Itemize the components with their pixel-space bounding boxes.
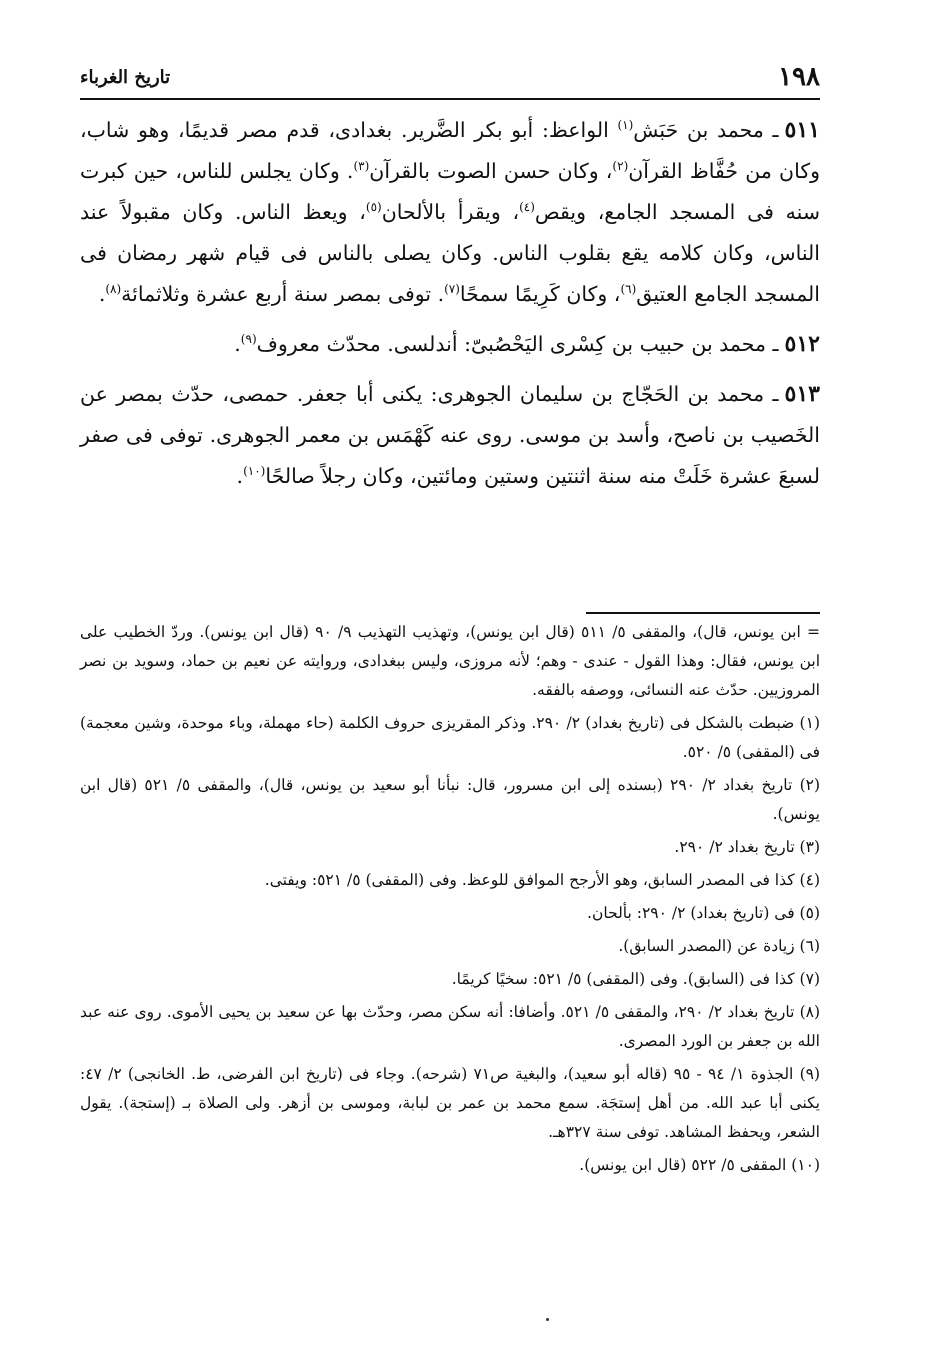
running-title: تاريخ الغرباء (80, 66, 171, 88)
footnote-5: (٥) فى (تاريخ بغداد) ٢/ ٢٩٠: بألحان. (587, 904, 820, 922)
footnote-ref: (٩) (240, 332, 257, 347)
footnote-ref: (٤) (519, 200, 535, 215)
entry-dash: ـ (764, 382, 779, 406)
footnote-continuation: = ابن يونس، قال)، والمقفى ٥/ ٥١١ (قال ابن يونس)، وتهذيب التهذيب ٩/ ٩٠ (قال ابن يونس). وردّ الخطيب على ابن يونس، فقال: وهذا القول - عندى - وهم؛ لأنه مروزى، وليس ببغدادى، وروايته عن نعيم بن حماد، وسويد بن نصر المروزيين. حدّث عنه النسائى، ووصفه بالفقه. (80, 623, 821, 699)
entry-text: محمد بن حَبَش (633, 118, 764, 142)
footnote-6: (٦) زيادة عن (المصدر السابق). (618, 937, 820, 955)
footnote-ref: (٧) (444, 282, 460, 297)
footnote-10: (١٠) المقفى ٥/ ٥٢٢ (قال ابن يونس). (579, 1156, 820, 1174)
footnote-1: (١) ضبطت بالشكل فى (تاريخ بغداد) ٢/ ٢٩٠. وذكر المقريزى حروف الكلمة (حاء مهملة، وباء موحدة، وشين معجمة) فى (المقفى) ٥/ ٥٢٠. (80, 714, 820, 761)
footnote-ref: (١) (617, 118, 634, 133)
footnote-3: (٣) تاريخ بغداد ٢/ ٢٩٠. (674, 838, 820, 856)
footnote-ref: (٨) (105, 282, 122, 297)
footnote-ref: (٥) (365, 200, 382, 215)
footnote-ref: (٢) (612, 159, 629, 174)
footnote-7: (٧) كذا فى (السابق). وفى (المقفى) ٥/ ٥٢١: سخيًا كريمًا. (451, 970, 820, 988)
entry-text: ، ويعظ الناس. وكان مقبولاً عند الناس، وكان كلامه يقع بقلوب الناس. وكان يصلى بالناس فى قيام شهر رمضان فى المسجد الجامع العتيق (80, 200, 820, 306)
footnote-ref: (١٠) (243, 464, 266, 479)
entry-text: . (236, 464, 244, 488)
footnote-rule (586, 612, 820, 614)
entry-text: . (234, 332, 241, 356)
entry-dash: ـ (763, 118, 779, 142)
entry-number: ٥١٢ (784, 331, 820, 357)
entry-dash: ـ (766, 332, 779, 356)
footnote-8: (٨) تاريخ بغداد ٢/ ٢٩٠، والمقفى ٥/ ٥٢١. وأضافا: أنه سكن مصر، وحدّث بها عن سعيد بن يحيى الأموى. روى عنه عبد الله بن جعفر بن الورد المصرى. (80, 1003, 821, 1050)
entry-text: محمد بن الحَجّاج بن سليمان الجوهرى: يكنى أبا جعفر. حمصى، حدّث بمصر عن الخَصيب بن ناصح، وأسد بن موسى. روى عنه كَهْمَس بن معمر الجوهرى. توفى فى صفر لسبعَ عشرة خَلَتْ منه سنة اثنتين وستين ومائتين، وكان رجلاً صالحًا (80, 382, 820, 488)
footnote-4: (٤) كذا فى المصدر السابق، وهو الأرجح الموافق للوعظ. وفى (المقفى) ٥/ ٥٢١: ويفتى. (264, 871, 820, 889)
entry-text: محمد بن حبيب بن كِسْرى اليَحْصُبىّ: أندلسى. محدّث معروف (256, 332, 767, 356)
footnote-ref: (٣) (353, 159, 370, 174)
entry-text: . وكان يجلس للناس، حين كبرت سنه فى المسجد الجامع، ويقص (80, 159, 820, 224)
footnote-9: (٩) الجذوة ١/ ٩٤ - ٩٥ (قاله أبو سعيد)، والبغية ص٧١ (شرحه). وجاء فى (تاريخ ابن الفرضى، ط. الخانجى) ٢/ ٤٧: يكنى أبا عبد الله. من أهل إستجَة. سمع محمد بن عمر بن لبابة، وموسى بن أزهر. ولى الصلاة بـ (إستجة). يقول الشعر، ويحفظ المشاهد. توفى سنة ٣٢٧هـ. (80, 1065, 821, 1141)
entry-number: ٥١٣ (784, 381, 820, 407)
entry-text: ، وكان كَرِيمًا سمحًا (459, 282, 621, 306)
footnote-2: (٢) تاريخ بغداد ٢/ ٢٩٠ (بسنده إلى ابن مسرور، قال: نبأنا أبو سعيد بن يونس، قال)، والمقفى ٥/ ٥٢١ (قال ابن يونس). (80, 776, 821, 823)
header-rule (80, 98, 820, 100)
page-number: ١٩٨ (778, 62, 820, 92)
footnotes (80, 618, 820, 1184)
print-speck (546, 1318, 549, 1321)
entry-512 (80, 324, 820, 365)
entry-513 (80, 374, 820, 497)
entry-text: ، ويقرأ بالألحان (381, 200, 520, 224)
entry-number: ٥١١ (784, 117, 820, 143)
main-text (80, 110, 820, 506)
page-header (80, 62, 820, 92)
entry-text: الواعظ: أبو بكر الضَّرير. بغدادى، قدم مصر قديمًا، وهو شاب، وكان من حُفَّاظ القرآن (80, 118, 820, 183)
footnote-ref: (٦) (620, 282, 637, 297)
entry-text: ، وكان حسن الصوت بالقرآن (369, 159, 613, 183)
entry-text: . (98, 282, 106, 306)
entry-text: . توفى بمصر سنة أربع عشرة وثلاثمائة (121, 282, 445, 306)
entry-511 (80, 110, 820, 315)
